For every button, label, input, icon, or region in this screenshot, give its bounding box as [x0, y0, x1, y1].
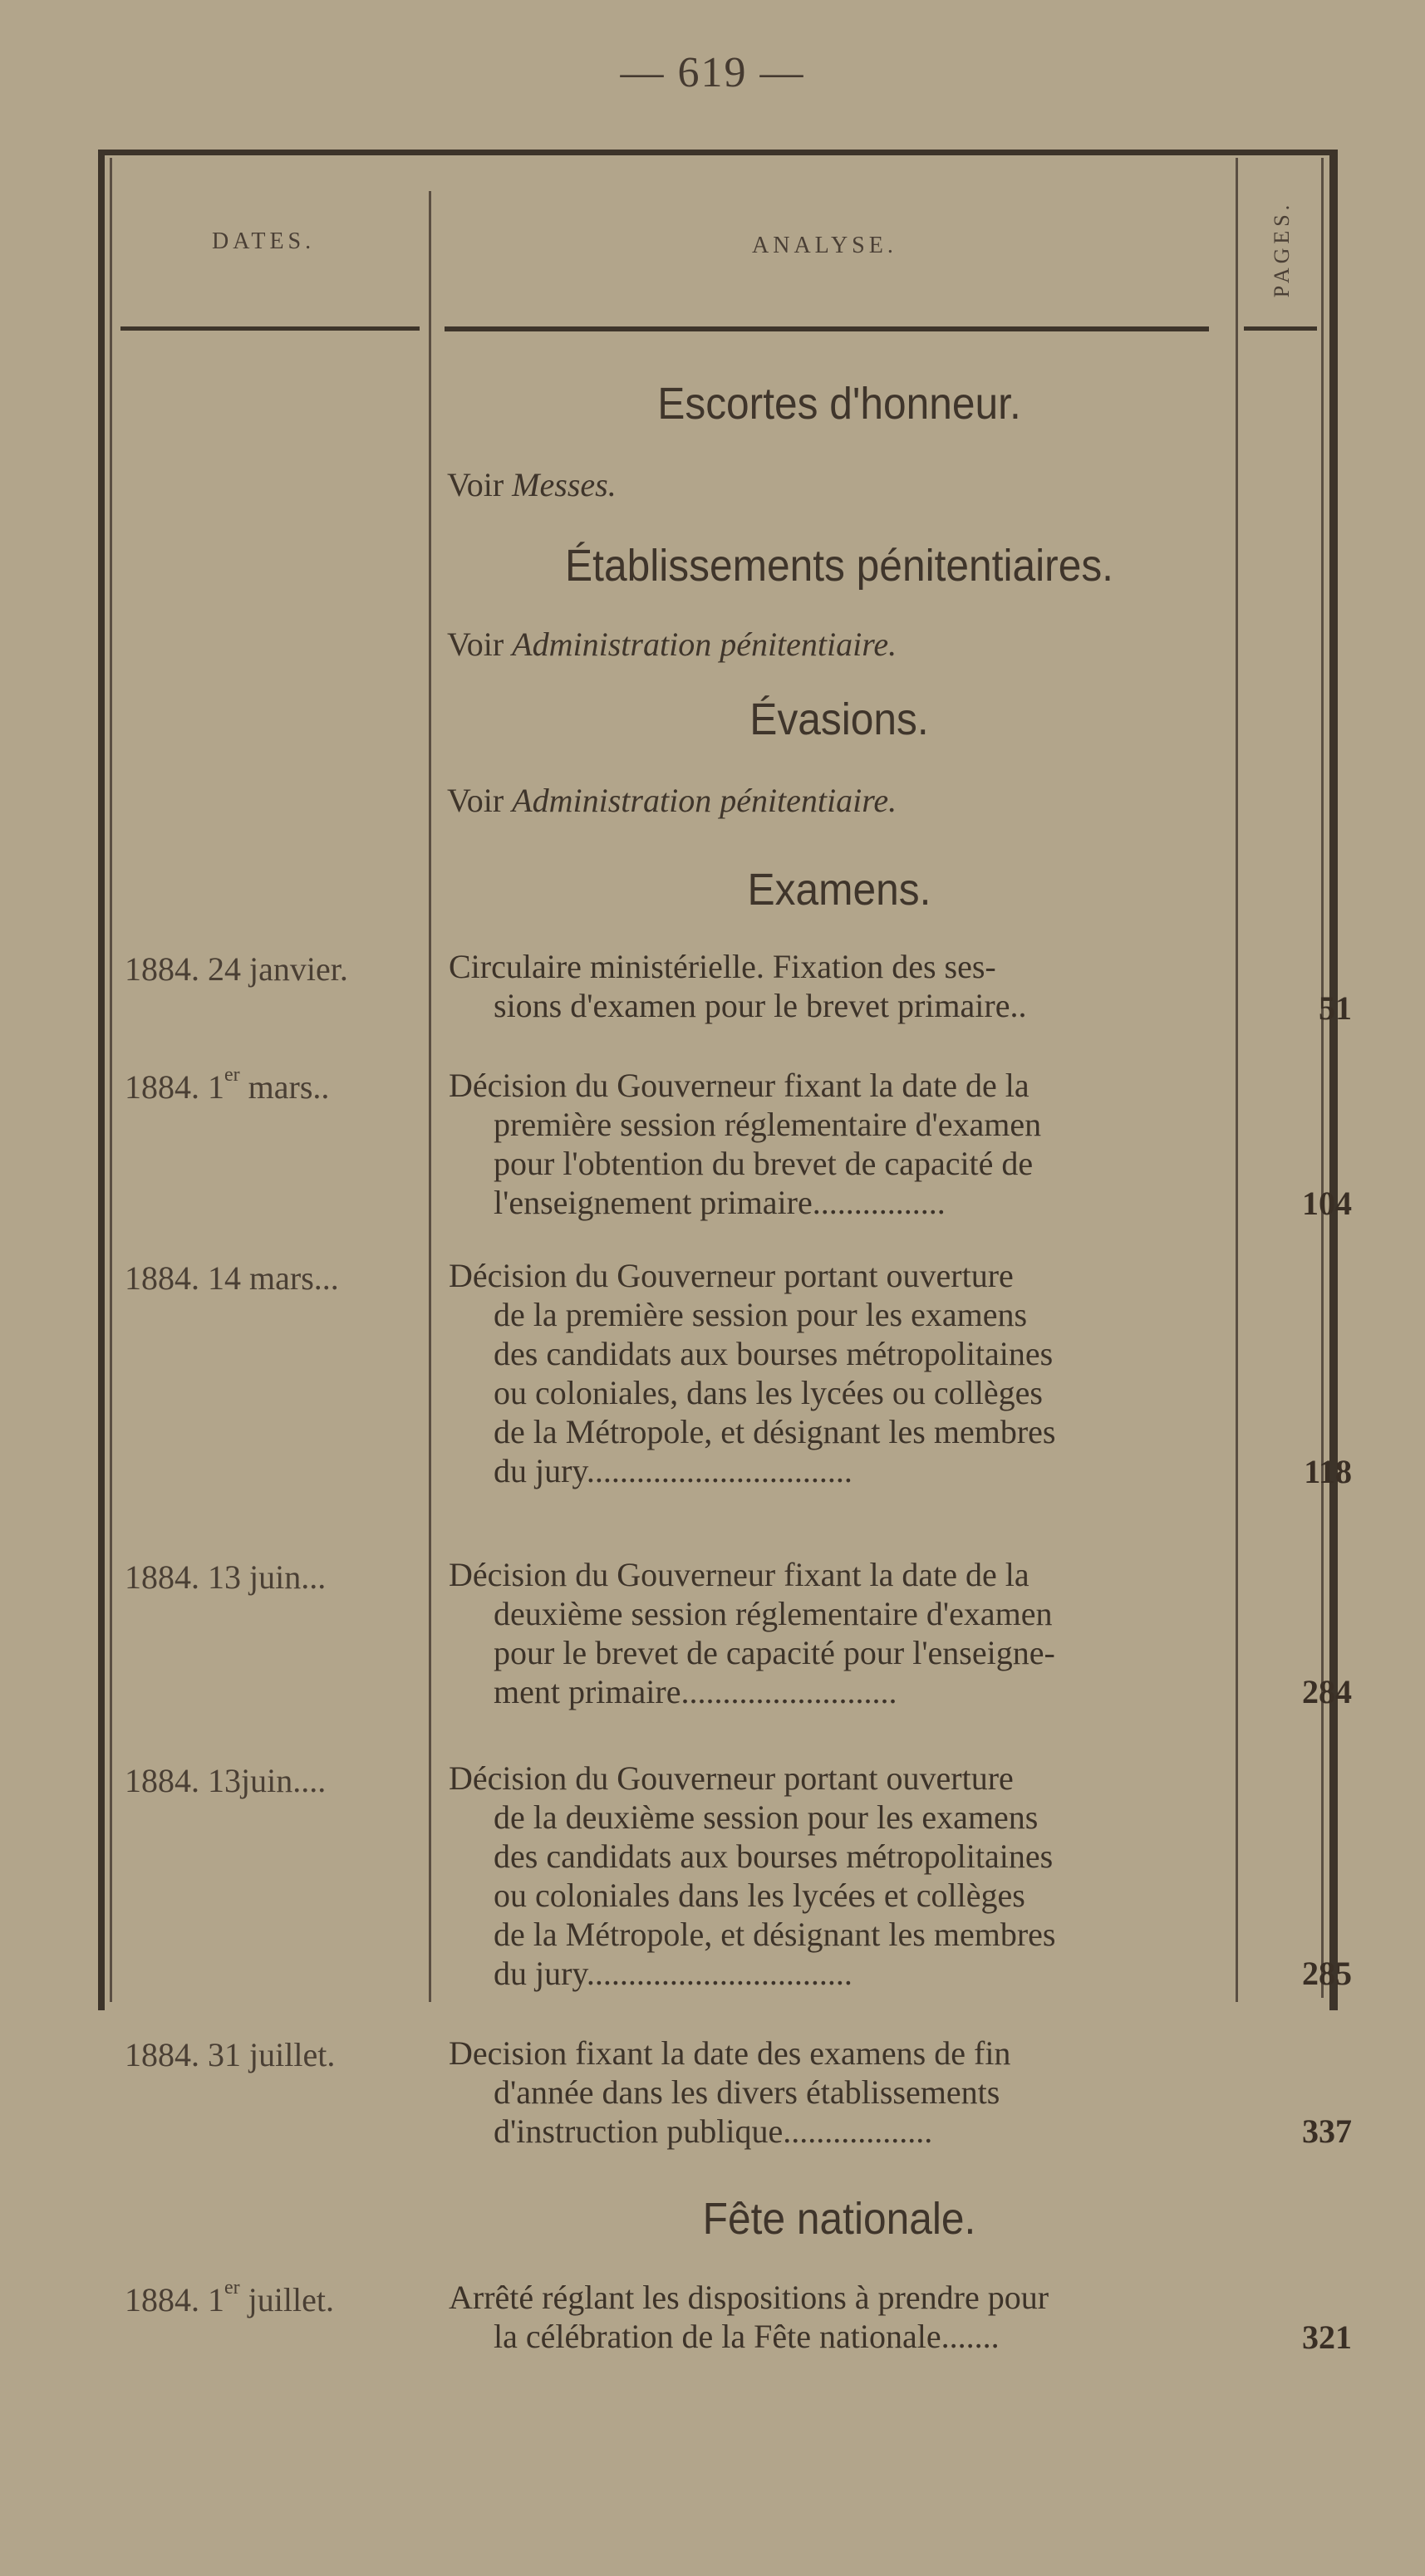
- header-rule-analyse: [445, 326, 1209, 331]
- table-right-border: [1329, 150, 1338, 2010]
- entry-page: 285: [1302, 1955, 1352, 1992]
- entry-page: 337: [1302, 2112, 1352, 2150]
- header-dates: DATES.: [212, 228, 316, 254]
- entry-date: 1884. 14 mars...: [125, 1259, 339, 1297]
- section-title: Évasions.: [749, 694, 929, 744]
- entry-analysis: Circulaire ministérielle. Fixation des ses- sions d'examen pour le brevet primaire..: [449, 948, 1027, 1024]
- section-see-also: Voir Administration pénitentiaire.: [447, 626, 897, 663]
- section-see-also: Voir Messes.: [447, 466, 617, 503]
- entry-analysis: Décision du Gouverneur fixant la date de la première session réglementaire d'examen pour l'obtention du brevet de capacité de l'enseignement primaire................: [449, 1067, 1042, 1221]
- entry-page: 118: [1304, 1453, 1352, 1490]
- entry-page: 51: [1319, 989, 1352, 1027]
- table-top-rule: [98, 150, 1338, 155]
- header-analyse: ANALYSE.: [752, 233, 897, 258]
- entry-date: 1884. 24 janvier.: [125, 950, 348, 988]
- entry-date: 1884. 1er juillet.: [125, 2277, 334, 2318]
- entry-date: 1884. 13juin....: [125, 1762, 327, 1799]
- entry-analysis: Décision du Gouverneur portant ouverture de la deuxième session pour les examens des candidats aux bourses métropolitaines ou coloniales dans les lycées et collèges de la Métropole, et désignant les membres du jury................................: [449, 1759, 1056, 1992]
- entry-analysis: Arrêté réglant les dispositions à prendre pour la célébration de la Fête nationale.......: [449, 2279, 1049, 2355]
- header-pages: PAGES.: [1270, 200, 1294, 298]
- table-right-inner-border: [1321, 158, 1324, 1998]
- table-left-inner-border: [110, 158, 112, 2002]
- entry-page: 284: [1302, 1673, 1352, 1710]
- page-number: — 619 —: [620, 49, 805, 96]
- entry-date: 1884. 13 juin...: [125, 1558, 327, 1596]
- entry-page: 104: [1302, 1185, 1352, 1222]
- table-left-border: [98, 150, 105, 2010]
- header-rule-dates: [120, 326, 420, 331]
- entry-analysis: Décision du Gouverneur portant ouverture de la première session pour les examens des candidats aux bourses métropolitaines ou coloniales, dans les lycées ou collèges de la Métropole, et désignant les membres du jury................................: [449, 1257, 1056, 1489]
- section-title: Établissements pénitentiaires.: [565, 541, 1113, 591]
- section-title: Escortes d'honneur.: [657, 379, 1021, 429]
- section-see-also: Voir Administration pénitentiaire.: [447, 782, 897, 819]
- entry-analysis: Décision du Gouverneur fixant la date de la deuxième session réglementaire d'examen pour le brevet de capacité pour l'enseigne- ment primaire..........................: [449, 1556, 1055, 1710]
- section-title: Fête nationale.: [702, 2194, 976, 2244]
- entry-analysis: Decision fixant la date des examens de fin d'année dans les divers établissements d'instruction publique..................: [449, 2034, 1011, 2150]
- entry-page: 321: [1302, 2318, 1352, 2356]
- section-title: Examens.: [747, 865, 931, 915]
- header-rule-pages: [1244, 326, 1317, 331]
- entry-date: 1884. 31 juillet.: [125, 2036, 336, 2073]
- entry-date: 1884. 1er mars..: [125, 1064, 330, 1106]
